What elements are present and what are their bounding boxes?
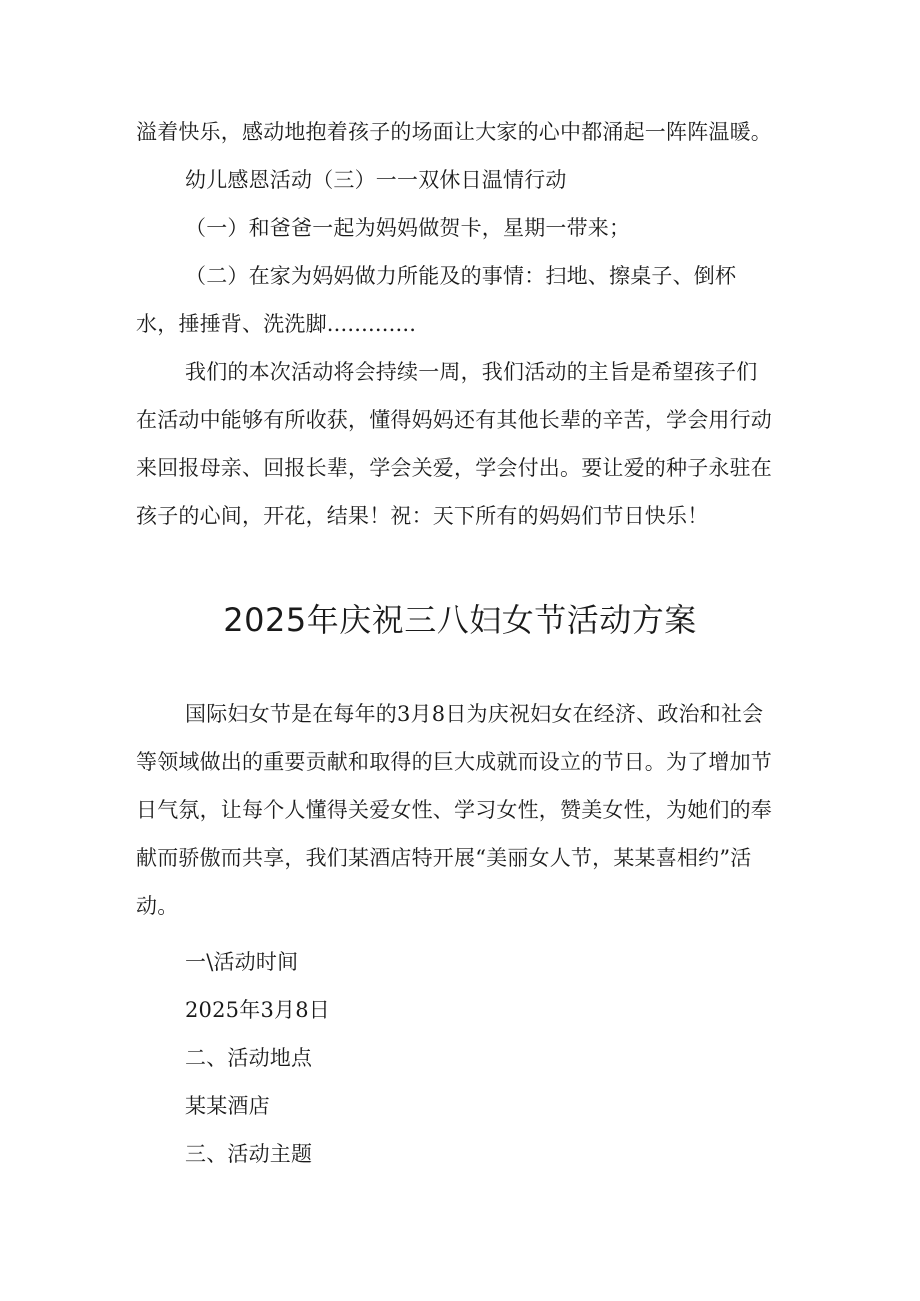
paragraph-line: 来回报母亲、回报长辈，学会关爱，学会付出。要让爱的种子永驻在 <box>136 456 772 480</box>
event-date: 2025年3月8日 <box>185 998 330 1022</box>
event-location: 某某酒店 <box>185 1094 270 1118</box>
section-heading: 幼儿感恩活动（三）一一双休日温情行动 <box>185 168 567 192</box>
paragraph-line: 动。 <box>136 894 179 918</box>
section-heading-time: 一\活动时间 <box>185 950 299 974</box>
paragraph-line: 溢着快乐，感动地抱着孩子的场面让大家的心中都涌起一阵阵温暖。 <box>136 120 772 144</box>
document-title: 2025年庆祝三八妇女节活动方案 <box>223 601 697 639</box>
paragraph-line: 我们的本次活动将会持续一周，我们活动的主旨是希望孩子们 <box>185 360 758 384</box>
paragraph-line: 孩子的心间，开花，结果！祝：天下所有的妈妈们节日快乐！ <box>136 504 709 528</box>
section-heading-location: 二、活动地点 <box>185 1046 313 1070</box>
list-item: （二）在家为妈妈做力所能及的事情：扫地、擦桌子、倒杯 <box>185 264 737 288</box>
section-heading-theme: 三、活动主题 <box>185 1142 313 1166</box>
paragraph-line: 等领域做出的重要贡献和取得的巨大成就而设立的节日。为了增加节 <box>136 750 772 774</box>
paragraph-line: 献而骄傲而共享，我们某酒店特开展“美丽女人节，某某喜相约”活 <box>136 846 752 870</box>
paragraph-line: 国际妇女节是在每年的3月8日为庆祝妇女在经济、政治和社会 <box>185 702 764 726</box>
paragraph-line: 在活动中能够有所收获，懂得妈妈还有其他长辈的辛苦，学会用行动 <box>136 408 772 432</box>
paragraph-line: 水，捶捶背、洗洗脚............. <box>136 312 417 336</box>
paragraph-line: 日气氛，让每个人懂得关爱女性、学习女性，赞美女性，为她们的奉 <box>136 798 772 822</box>
list-item: （一）和爸爸一起为妈妈做贺卡，星期一带来； <box>185 216 631 240</box>
